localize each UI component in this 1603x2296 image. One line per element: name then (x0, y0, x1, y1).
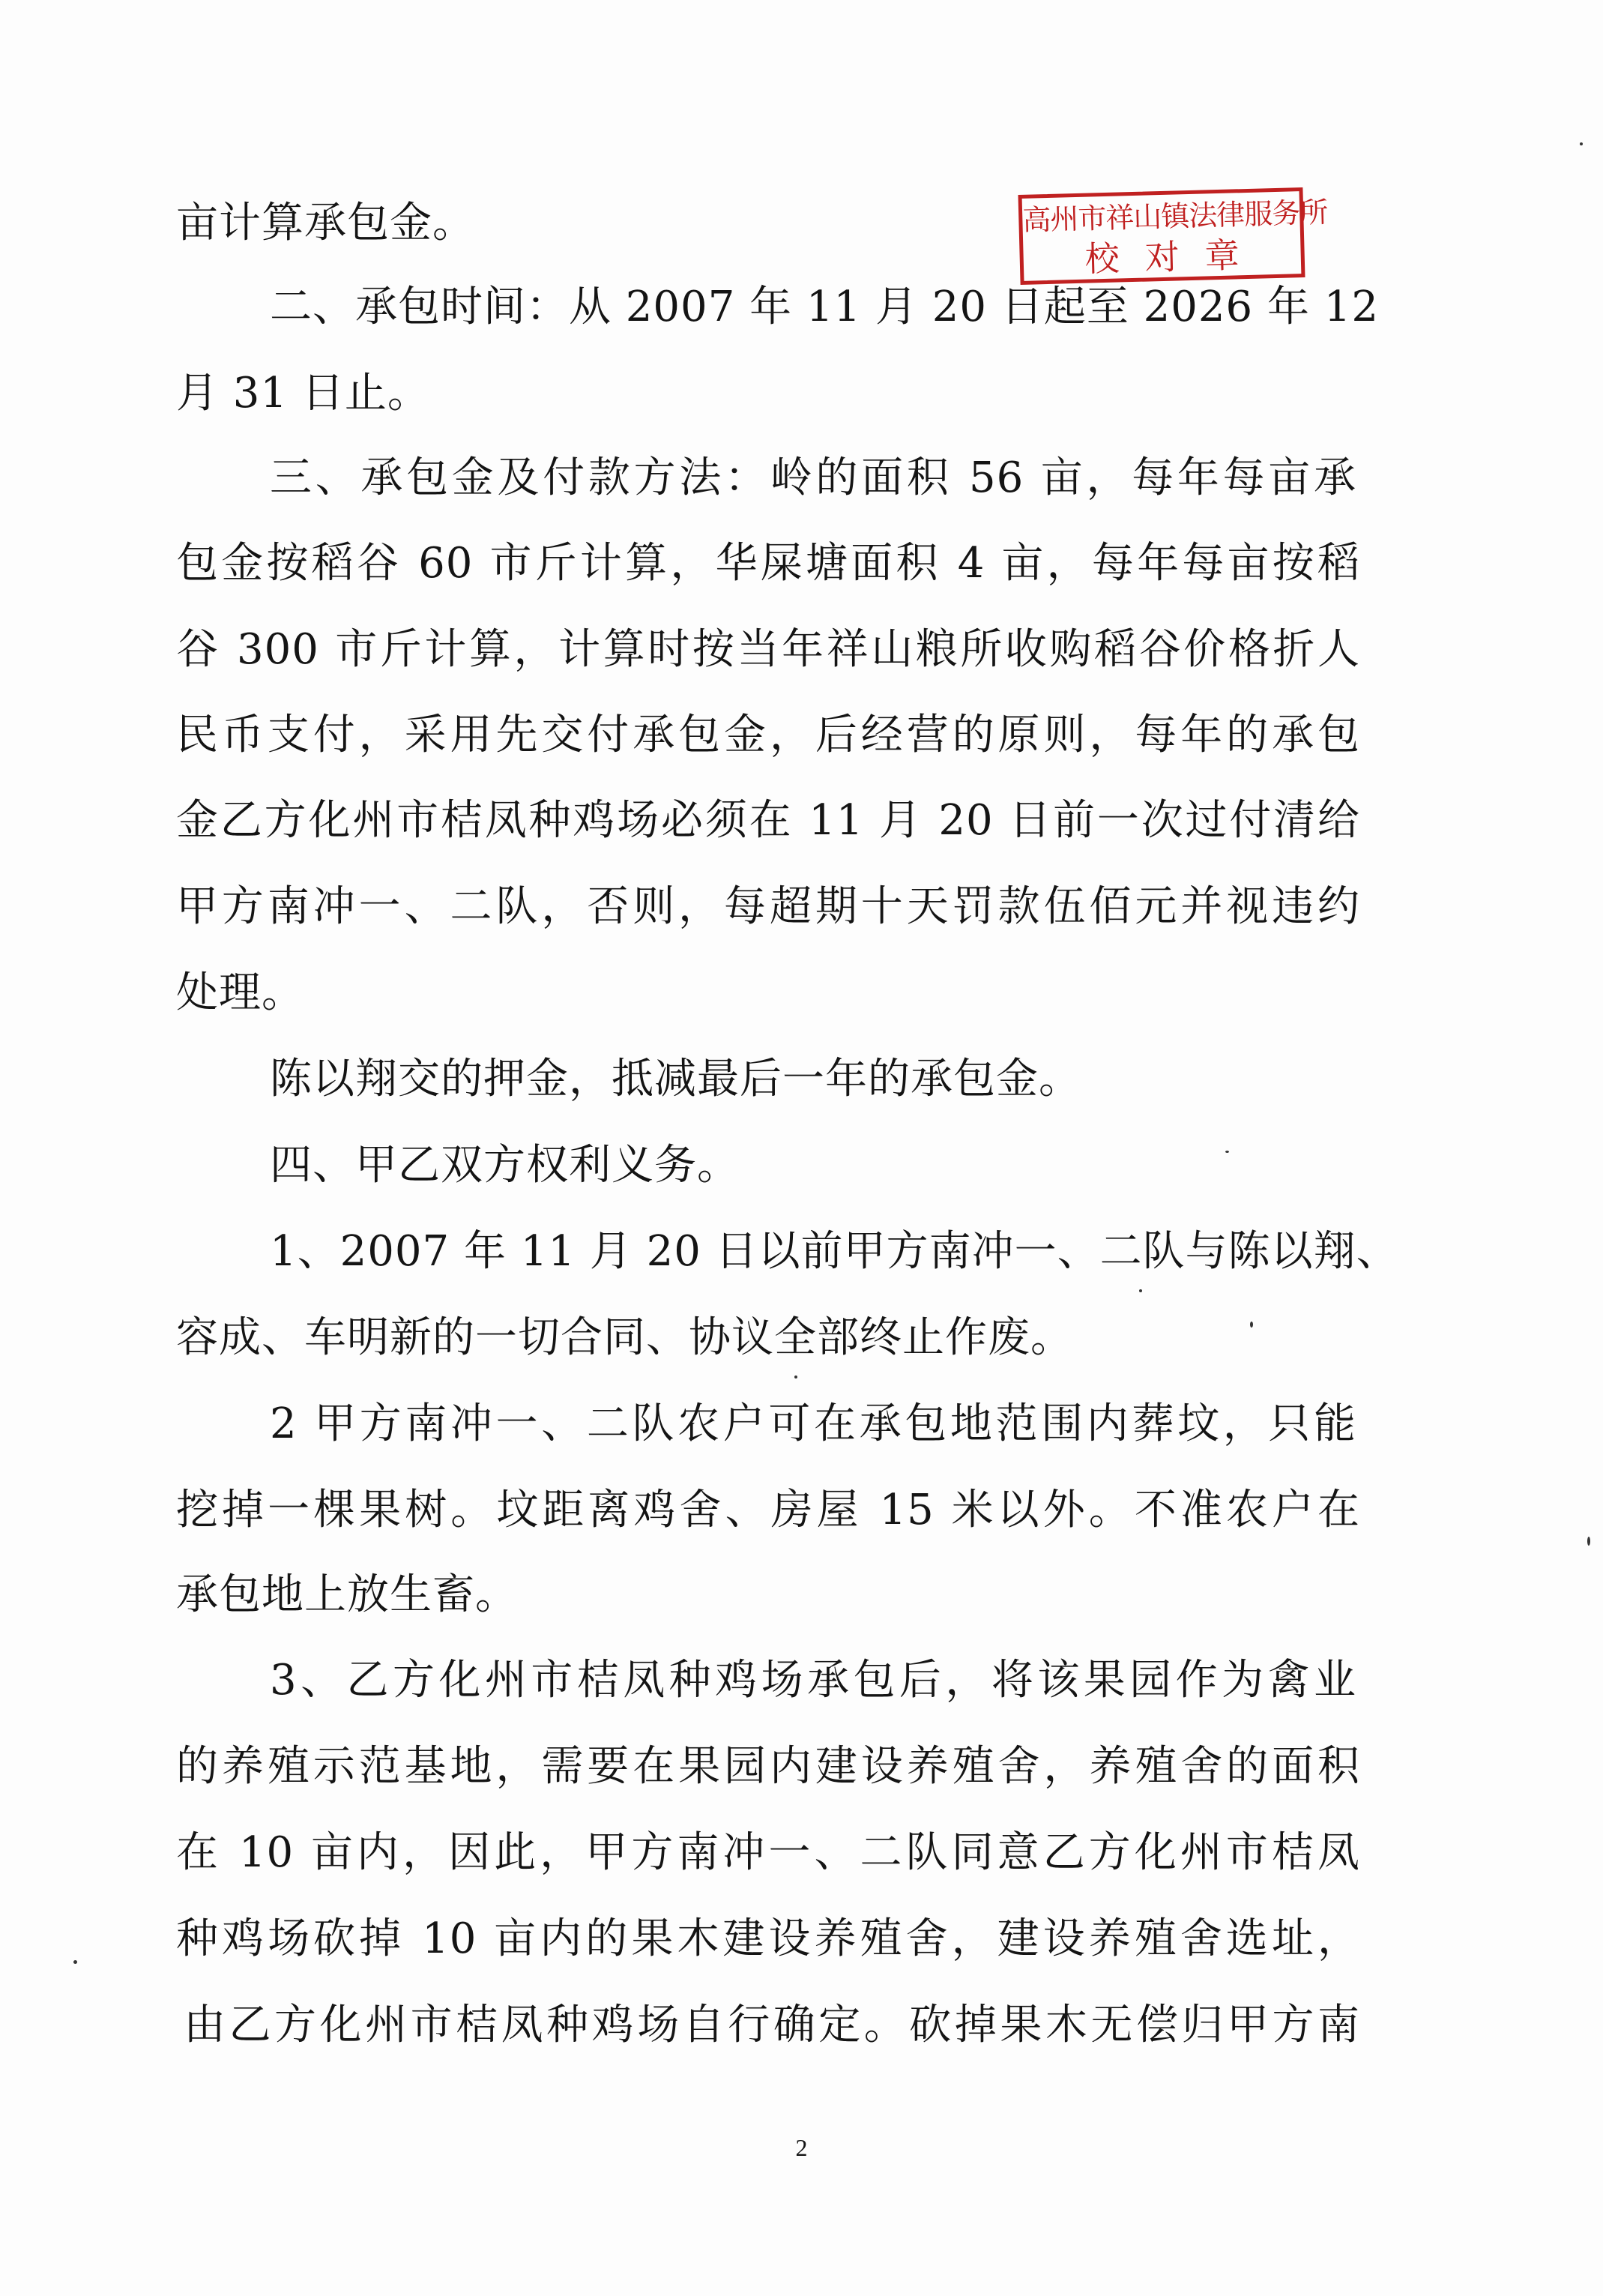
scan-speck (1580, 142, 1583, 145)
paragraph-line: 由乙方化州市桔凤种鸡场自行确定。砍掉果木无偿归甲方南 (184, 2001, 1360, 2049)
paragraph-line: 容成、车明新的一切合同、协议全部终止作废。 (176, 1313, 1073, 1362)
scan-speck (794, 1376, 797, 1378)
paragraph-line: 亩计算承包金。 (176, 199, 475, 247)
paragraph-line: 挖掉一棵果树。坟距离鸡舍、房屋 15 米以外。不准农户在 (176, 1486, 1360, 1534)
paragraph-line: 陈以翔交的押金，抵减最后一年的承包金。 (270, 1055, 1081, 1103)
paragraph-line: 的养殖示范基地，需要在果园内建设养殖舍，养殖舍的面积 (176, 1742, 1360, 1791)
paragraph-line: 种鸡场砍掉 10 亩内的果木建设养殖舍，建设养殖舍选址， (176, 1914, 1360, 1963)
stamp-org-name: 高州市祥山镇法律服务所 (1021, 196, 1328, 237)
page-number: 2 (795, 2134, 808, 2161)
paragraph-line: 1、2007 年 11 月 20 日以前甲方南冲一、二队与陈以翔、 (270, 1227, 1399, 1276)
paragraph-line: 月 31 日止。 (176, 369, 430, 418)
paragraph-line: 二、承包时间：从 2007 年 11 月 20 日起至 2026 年 12 (270, 283, 1380, 331)
stamp-label: 校对章 (1084, 234, 1266, 280)
paragraph-line: 在 10 亩内，因此，甲方南冲一、二队同意乙方化州市桔凤 (176, 1828, 1360, 1877)
paragraph-line: 谷 300 市斤计算，计算时按当年祥山粮所收购稻谷价格折人 (176, 625, 1360, 674)
scan-speck (1250, 1322, 1253, 1328)
paragraph-line: 3、乙方化州市桔凤种鸡场承包后，将该果园作为禽业 (270, 1656, 1356, 1705)
paragraph-line: 三、承包金及付款方法：岭的面积 56 亩，每年每亩承 (270, 454, 1356, 502)
scan-speck (1587, 1537, 1590, 1546)
scan-speck (73, 1960, 77, 1964)
paragraph-line: 甲方南冲一、二队，否则，每超期十天罚款伍佰元并视违约 (176, 882, 1360, 931)
scan-speck (1225, 1151, 1229, 1153)
paragraph-line: 民币支付，采用先交付承包金，后经营的原则，每年的承包 (176, 711, 1360, 759)
paragraph-line: 处理。 (176, 968, 304, 1017)
paragraph-line: 2 甲方南冲一、二队农户可在承包地范围内葬坟，只能 (270, 1399, 1356, 1448)
paragraph-line: 四、甲乙双方权利义务。 (270, 1141, 740, 1190)
paragraph-line: 金乙方化州市桔凤种鸡场必须在 11 月 20 日前一次过付清给 (176, 796, 1360, 845)
scan-speck (1139, 1289, 1142, 1292)
paragraph-line: 承包地上放生畜。 (176, 1570, 518, 1619)
paragraph-line: 包金按稻谷 60 市斤计算，华屎塘面积 4 亩，每年每亩按稻 (176, 539, 1360, 588)
